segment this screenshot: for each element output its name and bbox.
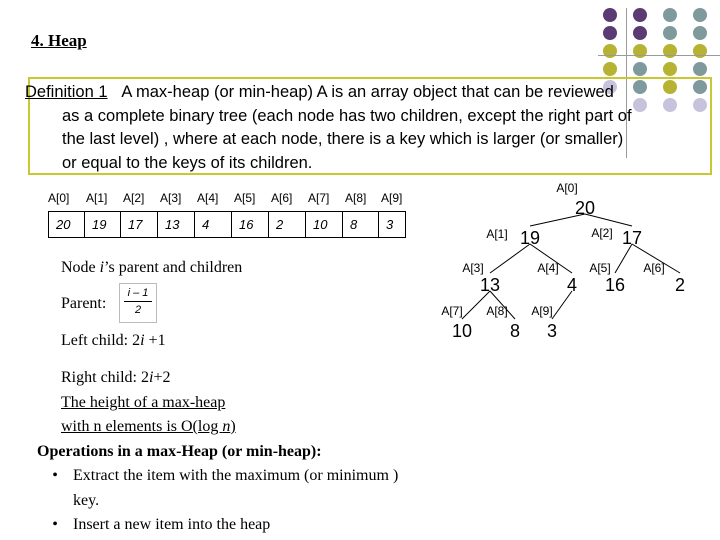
- array-cell: 3: [386, 217, 394, 232]
- parent-formula-denominator: 2: [134, 304, 142, 316]
- tree-edge: [615, 244, 632, 273]
- tree-node-value: 20: [574, 198, 596, 218]
- tree-node-value: 8: [509, 321, 521, 341]
- left-child-formula: Left child: 2i +1: [61, 332, 166, 349]
- array-cell: 4: [195, 212, 232, 237]
- tree-node-label: A[4]: [537, 261, 559, 275]
- definition-line-4: or equal to the keys of its children.: [62, 153, 313, 172]
- tree-node-value: 19: [519, 228, 541, 248]
- array-cell: 20: [49, 212, 85, 237]
- array-index-label: A[0]: [48, 191, 70, 205]
- height-line-1: The height of a max-heap: [61, 393, 226, 411]
- array-index-label: A[1]: [86, 191, 108, 205]
- parent-formula-numerator: i – 1: [124, 286, 152, 302]
- page-title: 4. Heap: [31, 31, 87, 50]
- array-cell: 8: [343, 212, 379, 237]
- array-cell: 2: [269, 212, 306, 237]
- tree-node-label: A[2]: [591, 226, 613, 240]
- bullet: •: [52, 467, 58, 484]
- array-index-label: A[6]: [271, 191, 293, 205]
- tree-node-label: A[3]: [462, 261, 484, 275]
- array-index-label: A[2]: [123, 191, 145, 205]
- array-cell: 19: [85, 212, 121, 237]
- tree-node-value: 4: [566, 275, 578, 295]
- height-line-2: with n elements is O(log n): [61, 418, 236, 435]
- array-cell: 16: [232, 212, 269, 237]
- array-cell: 17: [121, 212, 158, 237]
- array-index-label: A[9]: [381, 191, 403, 205]
- tree-edge: [490, 244, 530, 273]
- operation-item-extract: • Extract the item with the maximum (or minimum ): [37, 464, 517, 489]
- tree-node-label: A[1]: [486, 227, 508, 241]
- tree-edge: [552, 291, 572, 319]
- array-index-label: A[4]: [197, 191, 219, 205]
- tree-node-label: A[6]: [643, 261, 665, 275]
- parent-label: Parent:: [61, 295, 107, 312]
- array-cell: 13: [158, 212, 195, 237]
- tree-node-value: 16: [604, 275, 626, 295]
- right-child-formula: Right child: 2i+2: [61, 369, 171, 386]
- tree-node-value: 10: [451, 321, 473, 341]
- array-index-label: A[5]: [234, 191, 256, 205]
- tree-node-value: 3: [546, 321, 558, 341]
- node-parent-children-heading: Node i’s parent and children: [61, 259, 243, 276]
- array-index-label: A[7]: [308, 191, 330, 205]
- bullet: •: [52, 516, 58, 533]
- array-index-label: A[3]: [160, 191, 182, 205]
- operation-item-extract-cont: key.: [73, 491, 100, 509]
- tree-node-label: A[0]: [556, 181, 578, 195]
- tree-node-value: 13: [479, 275, 501, 295]
- definition-line-1: A max-heap (or min-heap) A is an array object that can be reviewed: [121, 83, 614, 101]
- operation-item-insert: • Insert a new item into the heap: [37, 513, 517, 538]
- tree-node-label: A[8]: [486, 304, 508, 318]
- tree-node-label: A[7]: [441, 304, 463, 318]
- definition-label: Definition 1: [25, 83, 108, 101]
- array-index-label: A[8]: [345, 191, 367, 205]
- tree-node-value: 2: [674, 275, 686, 295]
- definition-line-2: as a complete binary tree (each node has two children, except the right part of: [62, 106, 632, 125]
- definition-line-3: the last level) , where at each node, there is a key which is larger (or smaller): [62, 130, 624, 148]
- tree-node-value: 17: [621, 228, 643, 248]
- array-cell: 10: [306, 212, 343, 237]
- tree-node-label: A[9]: [531, 304, 553, 318]
- tree-node-label: A[5]: [589, 261, 611, 275]
- operations-heading: Operations in a max-Heap (or min-heap):: [37, 442, 322, 460]
